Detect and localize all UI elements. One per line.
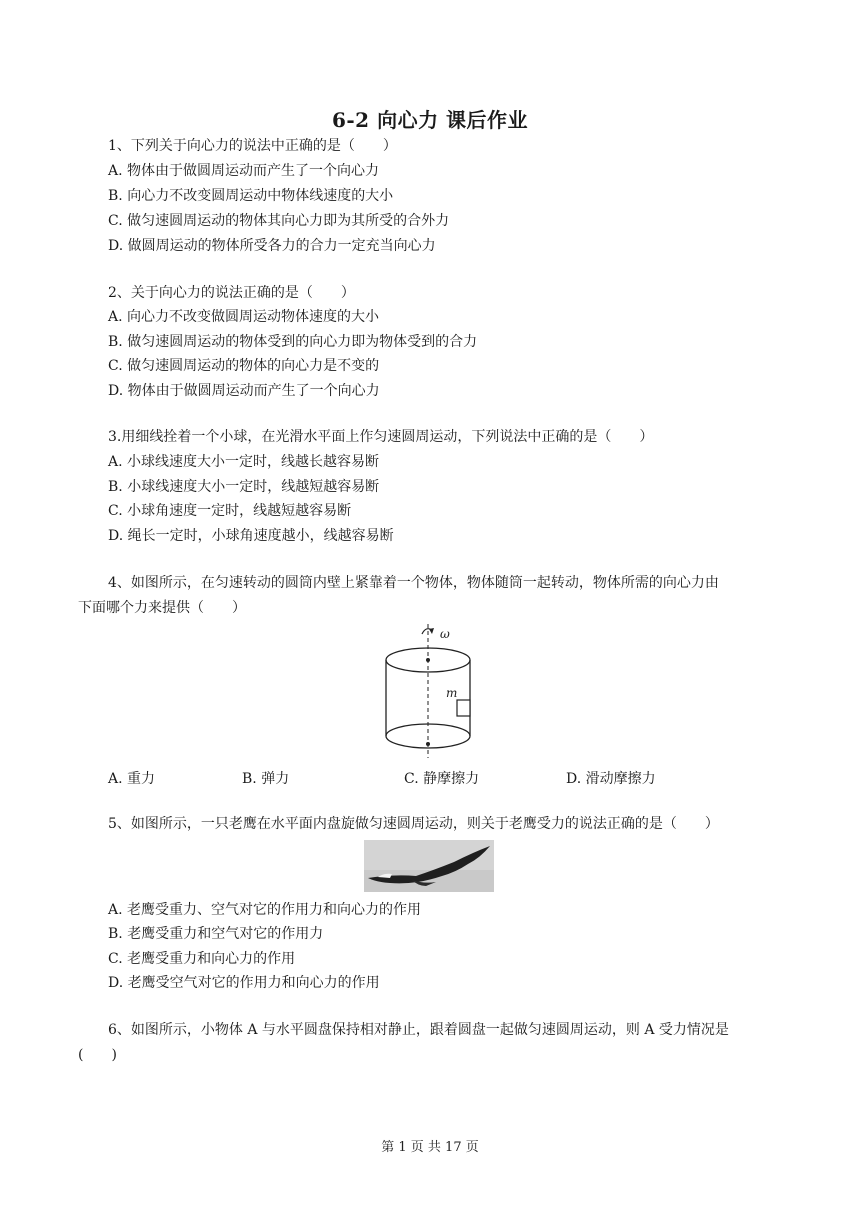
question-4-options	[108, 768, 808, 788]
question-2-option-c: C. 做匀速圆周运动的物体的向心力是不变的	[108, 358, 380, 374]
question-4-option-b: B. 弹力	[242, 771, 290, 787]
page-title: 6-2 向心力 课后作业	[331, 108, 529, 132]
question-4-option-c: C. 静摩擦力	[404, 771, 480, 787]
question-5-option-a: A. 老鹰受重力、空气对它的作用力和向心力的作用	[108, 902, 422, 918]
question-4-stem-line2: 下面哪个力来提供（ ）	[78, 600, 246, 616]
mass-label: m	[446, 686, 458, 700]
question-2-option-b: B. 做匀速圆周运动的物体受到的向心力即为物体受到的合力	[108, 334, 478, 350]
question-4-option-d: D. 滑动摩擦力	[566, 771, 656, 787]
question-1-option-b: B. 向心力不改变圆周运动中物体线速度的大小	[108, 188, 394, 204]
question-5-option-c: C. 老鹰受重力和向心力的作用	[108, 951, 296, 967]
question-2-option-a: A. 向心力不改变做圆周运动物体速度的大小	[108, 309, 380, 325]
question-6-stem-line1: 6、如图所示，小物体 A 与水平圆盘保持相对静止，跟着圆盘一起做匀速圆周运动，则 A 受力情况是	[108, 1022, 729, 1038]
question-5-stem: 5、如图所示，一只老鹰在水平面内盘旋做匀速圆周运动，则关于老鹰受力的说法正确的是（ ）	[108, 816, 719, 832]
question-6-stem-line2: ( )	[78, 1047, 117, 1063]
question-5-option-d: D. 老鹰受空气对它的作用力和向心力的作用	[108, 975, 380, 991]
question-4-option-a: A. 重力	[108, 771, 156, 787]
question-1-stem: 1、下列关于向心力的说法中正确的是（ ）	[108, 138, 397, 154]
question-1-option-d: D. 做圆周运动的物体所受各力的合力一定充当向心力	[108, 238, 436, 254]
question-1-option-a: A. 物体由于做圆周运动而产生了一个向心力	[108, 163, 380, 179]
page-footer: 第 1 页 共 17 页	[381, 1140, 479, 1155]
question-3-option-c: C. 小球角速度一定时，线越短越容易断	[108, 503, 352, 519]
eagle-photo	[364, 840, 494, 892]
omega-label: ω	[440, 627, 450, 641]
question-3-option-d: D. 绳长一定时，小球角速度越小，线越容易断	[108, 528, 394, 544]
question-5-option-b: B. 老鹰受重力和空气对它的作用力	[108, 926, 324, 942]
question-3-option-a: A. 小球线速度大小一定时，线越长越容易断	[108, 454, 380, 470]
question-1-option-c: C. 做匀速圆周运动的物体其向心力即为其所受的合外力	[108, 213, 450, 229]
rotating-cylinder-figure	[382, 622, 482, 760]
question-2-stem: 2、关于向心力的说法正确的是（ ）	[108, 285, 355, 301]
question-4-stem-line1: 4、如图所示，在匀速转动的圆筒内壁上紧靠着一个物体，物体随筒一起转动，物体所需的向心力由	[108, 575, 719, 591]
question-3-stem: 3.用细线拴着一个小球，在光滑水平面上作匀速圆周运动，下列说法中正确的是（ ）	[108, 429, 654, 445]
question-3-option-b: B. 小球线速度大小一定时，线越短越容易断	[108, 479, 380, 495]
question-2-option-d: D. 物体由于做圆周运动而产生了一个向心力	[108, 383, 380, 399]
